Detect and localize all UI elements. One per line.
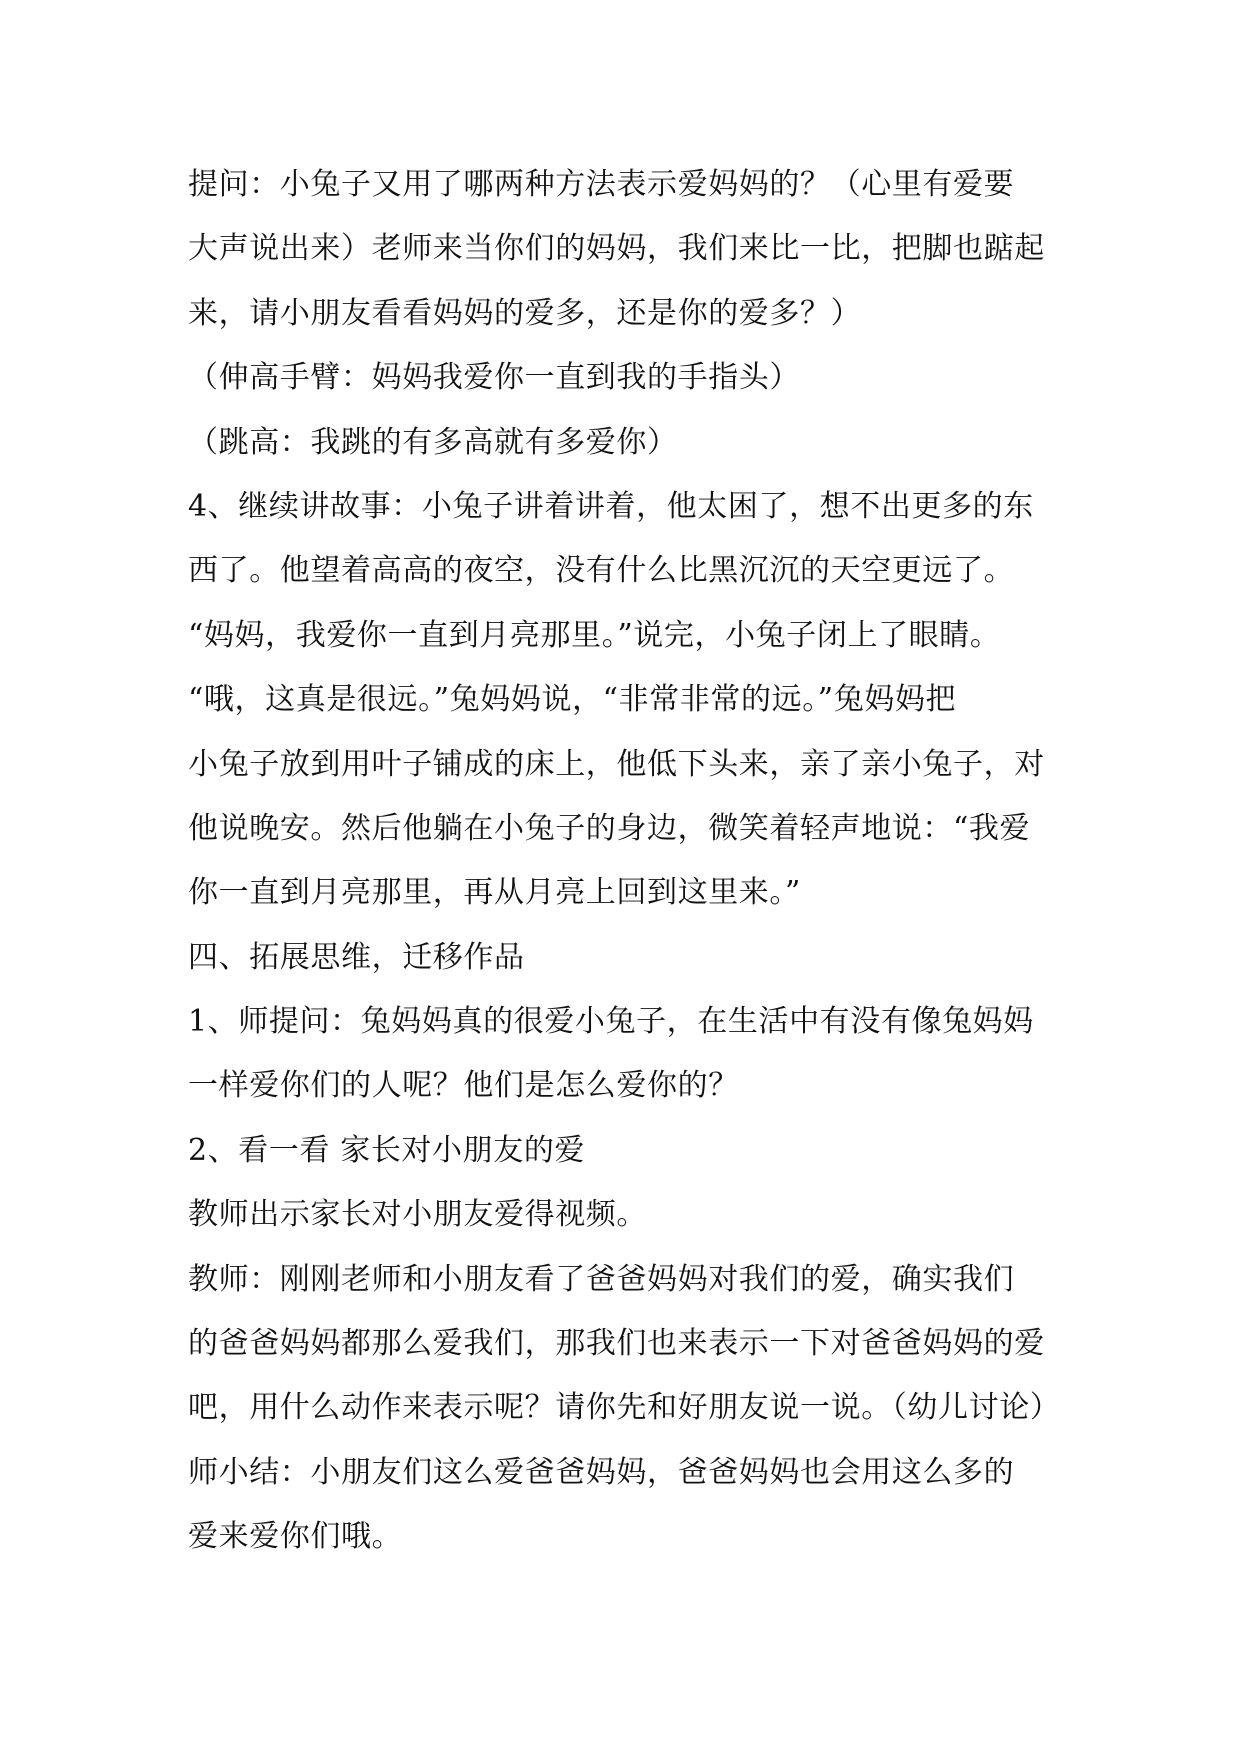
paragraph-line: 4、继续讲故事：小兔子讲着讲着，他太困了，想不出更多的东 [188, 488, 1034, 524]
paragraph-line: “妈妈，我爱你一直到月亮那里。”说完，小兔子闭上了眼睛。 [188, 617, 1001, 653]
paragraph-line: 他说晚安。然后他躺在小兔子的身边，微笑着轻声地说：“我爱 [188, 810, 1031, 846]
paragraph-line: 一样爱你们的人呢？他们是怎么爱你的？ [188, 1068, 739, 1104]
paragraph-line: 1、师提问：兔妈妈真的很爱小兔子，在生活中有没有像兔妈妈 [188, 1004, 1034, 1040]
paragraph-line: 师小结：小朋友们这么爱爸爸妈妈，爸爸妈妈也会用这么多的 [188, 1454, 1015, 1490]
paragraph-line: 西了。他望着高高的夜空，没有什么比黑沉沉的天空更远了。 [188, 553, 1015, 589]
paragraph-line: 的爸爸妈妈都那么爱我们，那我们也来表示一下对爸爸妈妈的爱 [188, 1326, 1045, 1362]
paragraph-line: 2、看一看 家长对小朋友的爱 [188, 1132, 586, 1168]
paragraph-line: 小兔子放到用叶子铺成的床上，他低下头来，亲了亲小兔子，对 [188, 746, 1045, 782]
paragraph-line: （伸高手臂：妈妈我爱你一直到我的手指头） [188, 360, 800, 396]
paragraph-line: 爱来爱你们哦。 [188, 1519, 403, 1555]
paragraph-line: “哦，这真是很远。”兔妈妈说，“非常非常的远。”兔妈妈把 [188, 682, 957, 718]
paragraph-line: 大声说出来）老师来当你们的妈妈，我们来比一比，把脚也踮起 [188, 231, 1045, 267]
paragraph-line: （跳高：我跳的有多高就有多爱你） [188, 424, 678, 460]
section-heading: 四、拓展思维，迁移作品 [188, 939, 525, 975]
paragraph-line: 教师出示家长对小朋友爱得视频。 [188, 1197, 647, 1233]
paragraph-line: 你一直到月亮那里，再从月亮上回到这里来。” [188, 875, 801, 911]
paragraph-line: 提问：小兔子又用了哪两种方法表示爱妈妈的？（心里有爱要 [188, 167, 1015, 202]
paragraph-line: 来，请小朋友看看妈妈的爱多，还是你的爱多？） [188, 295, 862, 331]
paragraph-line: 教师：刚刚老师和小朋友看了爸爸妈妈对我们的爱，确实我们 [188, 1261, 1015, 1297]
paragraph-line: 吧，用什么动作来表示呢？请你先和好朋友说一说。（幼儿讨论） [188, 1390, 1061, 1426]
document-body [188, 153, 1068, 1570]
